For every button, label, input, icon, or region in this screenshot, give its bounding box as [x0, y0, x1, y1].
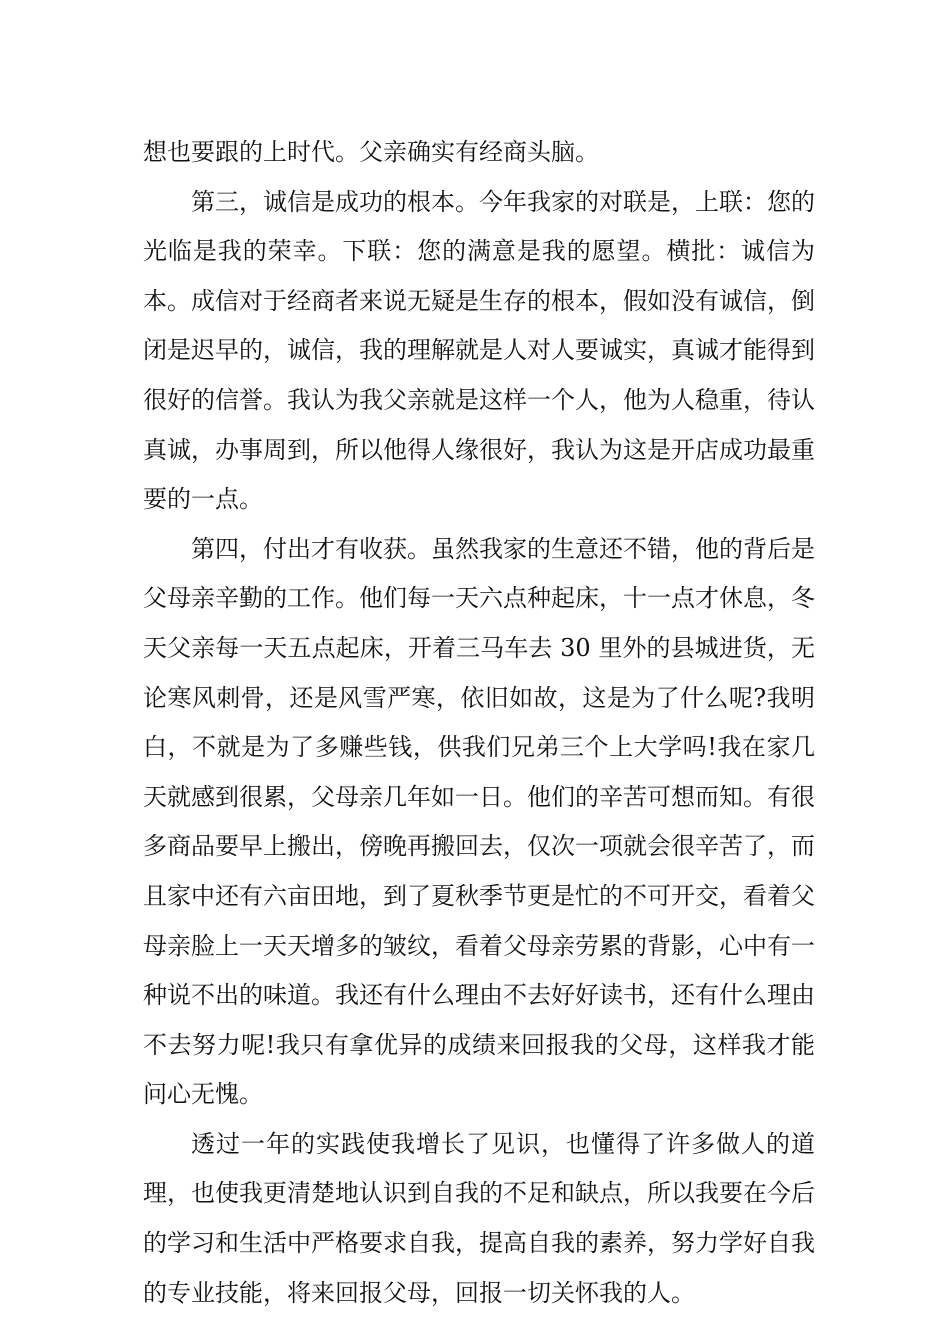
paragraph-continuation: 想也要跟的上时代。父亲确实有经商头脑。: [143, 138, 599, 166]
paragraph-fourth-point: 第四，付出才有收获。虽然我家的生意还不错，他的背后是父母亲辛勤的工作。他们每一天六点种起床，十一点才休息，冬天父亲每一天五点起床，开着三马车去 30 里外的县城进货，无论寒风刺骨，还是风雪严寒，依旧如故，这是为了什么呢?我明白，不就是为了多赚些钱，供我们兄弟三个上大学吗!我在家几天就感到很累，父母亲几年如一日。他们的辛苦可想而知。有很多商品要早上搬出，傍晚再搬回去，仅次一项就会很辛苦了，而且家中还有六亩田地，到了夏秋季节更是忙的不可开交，看着父母亲脸上一天天增多的皱纹，看着父母亲劳累的背影，心中有一种说不出的味道。我还有什么理由不去好好读书，还有什么理由不去努力呢!我只有拿优异的成绩来回报我的父母，这样我才能问心无愧。: [143, 534, 815, 1109]
paragraph-conclusion: 透过一年的实践使我增长了见识，也懂得了许多做人的道理，也使我更清楚地认识到自我的不足和缺点，所以我要在今后的学习和生活中严格要求自我，提高自我的素养，努力学好自我的专业技能，将来回报父母，回报一切关怀我的人。: [143, 1129, 815, 1307]
document-body: [143, 128, 815, 1318]
paragraph-third-point: 第三，诚信是成功的根本。今年我家的对联是，上联：您的光临是我的荣幸。下联：您的满意是我的愿望。横批：诚信为本。成信对于经商者来说无疑是生存的根本，假如没有诚信，倒闭是迟早的，诚信，我的理解就是人对人要诚实，真诚才能得到很好的信誉。我认为我父亲就是这样一个人，他为人稳重，待认真诚，办事周到，所以他得人缘很好，我认为这是开店成功最重要的一点。: [143, 187, 815, 514]
